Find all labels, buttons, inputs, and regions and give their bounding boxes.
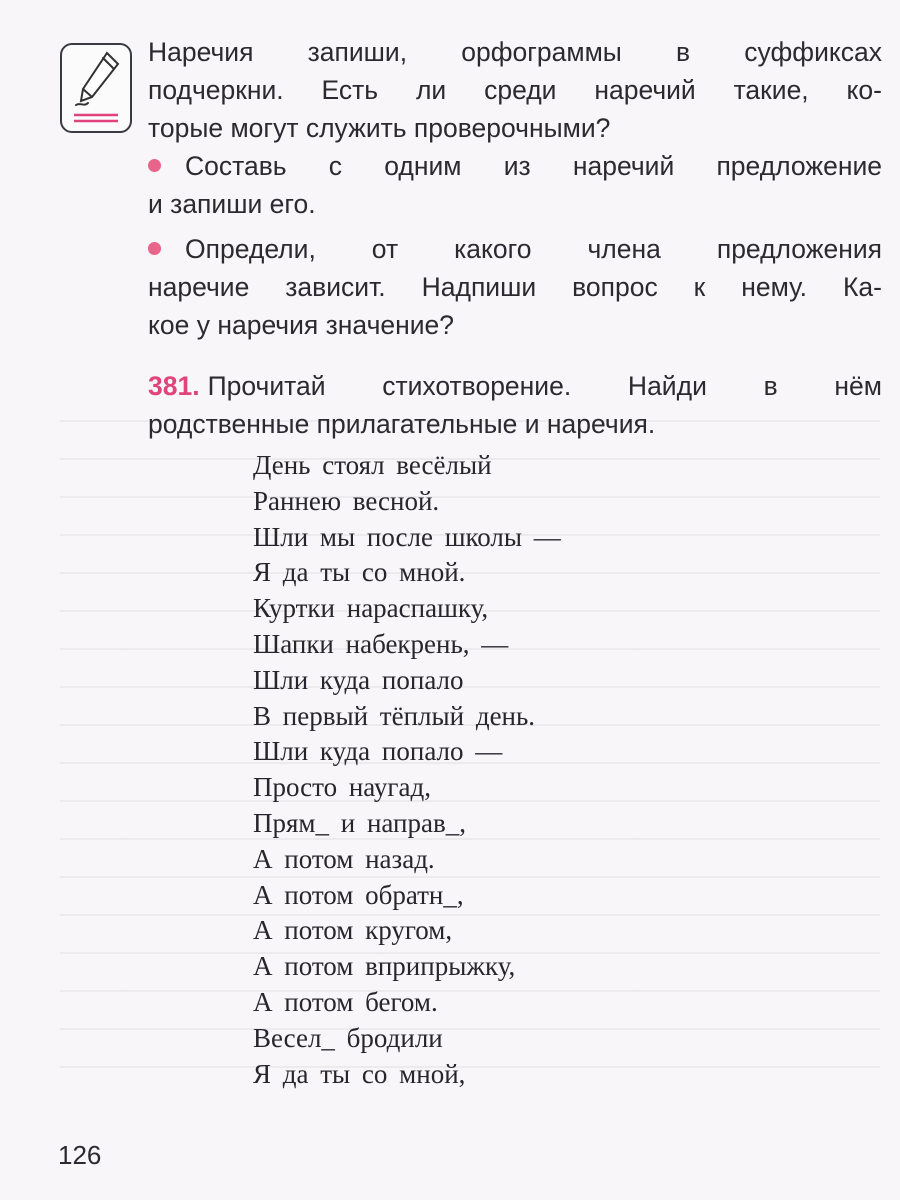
- bullet-line: и запиши его.: [148, 189, 316, 219]
- poem-line: Шли куда попало —: [253, 736, 503, 767]
- instruction-text: [148, 33, 882, 147]
- exercise-number: 381.: [148, 371, 200, 401]
- instruction-line: подчеркни. Есть ли среди наречий такие, ко-: [148, 75, 882, 105]
- bullet-task-1: [148, 147, 882, 223]
- poem-line: День стоял весёлый: [253, 450, 492, 480]
- poem-line: Прям_ и направ_,: [253, 807, 466, 838]
- poem-line: Весел_ бродили: [253, 1022, 443, 1053]
- poem-line: Шли мы после школы —: [253, 521, 561, 552]
- pencil-writing-icon: [60, 43, 132, 133]
- poem-line: Я да ты со мной.: [253, 557, 466, 588]
- poem-line: Просто наугад,: [253, 772, 431, 803]
- bullet-line: наречие зависит. Надпиши вопрос к нему. Ка-: [148, 272, 882, 302]
- poem-line: Шапки набекрень, —: [253, 628, 509, 659]
- bullet-line: Составь с одним из наречий предложение: [185, 151, 882, 181]
- poem-line: В первый тёплый день.: [253, 700, 536, 731]
- bullet-line: кое у наречия значение?: [148, 310, 455, 340]
- poem-line: Раннею весной.: [253, 485, 440, 516]
- bullet-dot-icon: [148, 242, 161, 255]
- poem-line: А потом вприпрыжку,: [253, 951, 516, 982]
- poem-line: А потом кругом,: [253, 915, 453, 946]
- bullet-line: Определи, от какого члена предложения: [185, 234, 882, 264]
- exercise-line: Прочитай стихотворение. Найди в нём: [207, 371, 882, 401]
- poem-line: А потом бегом.: [253, 986, 438, 1017]
- bullet-dot-icon: [148, 159, 161, 172]
- exercise-line: родственные прилагательные и наречия.: [148, 409, 656, 439]
- poem-line: Куртки нараспашку,: [253, 593, 489, 624]
- page-number: 126: [58, 1140, 102, 1170]
- bullet-task-2: [148, 230, 882, 344]
- poem-line: А потом назад.: [253, 843, 435, 874]
- instruction-line: Наречия запиши, орфограммы в суффиксах: [148, 37, 882, 67]
- poem-line: Я да ты со мной,: [253, 1058, 466, 1089]
- instruction-line: торые могут служить проверочными?: [148, 113, 611, 143]
- exercise-381-task: [148, 367, 882, 443]
- poem-line: А потом обратн_,: [253, 879, 464, 910]
- poem-line: Шли куда попало: [253, 664, 464, 695]
- poem: [253, 448, 561, 1092]
